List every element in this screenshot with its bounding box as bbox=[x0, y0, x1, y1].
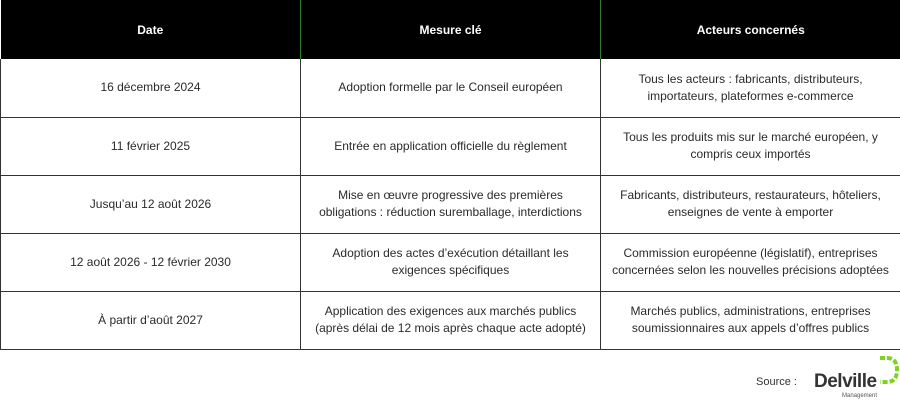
source-label: Source : bbox=[756, 376, 797, 388]
logo-subtext: Management bbox=[842, 393, 878, 399]
cell-measure: Entrée en application officielle du règlement bbox=[301, 117, 601, 175]
cell-actors: Marchés publics, administrations, entreprises soumissionnaires aux appels d’offres publics bbox=[601, 291, 900, 349]
cell-actors: Tous les acteurs : fabricants, distributeurs, importateurs, plateformes e-commerce bbox=[601, 59, 900, 117]
cell-date: À partir d’août 2027 bbox=[1, 291, 301, 349]
cell-date: 11 février 2025 bbox=[1, 117, 301, 175]
logo-wordmark: Delville bbox=[814, 371, 877, 392]
table-row bbox=[1, 117, 900, 175]
cell-actors: Commission européenne (législatif), entreprises concernées selon les nouvelles précisions adoptées bbox=[601, 233, 900, 291]
delville-d-logo-icon bbox=[878, 356, 900, 384]
cell-measure: Mise en œuvre progressive des premières obligations : réduction suremballage, interdictions bbox=[301, 175, 601, 233]
table-header-row bbox=[1, 0, 900, 59]
table-row bbox=[1, 59, 900, 117]
cell-date: 16 décembre 2024 bbox=[1, 59, 301, 117]
cell-actors: Fabricants, distributeurs, restaurateurs, hôteliers, enseignes de vente à emporter bbox=[601, 175, 900, 233]
cell-actors: Tous les produits mis sur le marché européen, y compris ceux importés bbox=[601, 117, 900, 175]
header-actors: Acteurs concernés bbox=[601, 0, 900, 59]
cell-date: 12 août 2026 - 12 février 2030 bbox=[1, 233, 301, 291]
cell-measure: Application des exigences aux marchés publics (après délai de 12 mois après chaque acte adopté) bbox=[301, 291, 601, 349]
header-measure: Mesure clé bbox=[301, 0, 601, 59]
cell-measure: Adoption des actes d’exécution détaillant les exigences spécifiques bbox=[301, 233, 601, 291]
table-row bbox=[1, 175, 900, 233]
header-date: Date bbox=[1, 0, 301, 59]
cell-measure: Adoption formelle par le Conseil européen bbox=[301, 59, 601, 117]
delville-logo bbox=[812, 356, 900, 400]
table-row bbox=[1, 291, 900, 349]
cell-date: Jusqu’au 12 août 2026 bbox=[1, 175, 301, 233]
table-row bbox=[1, 233, 900, 291]
